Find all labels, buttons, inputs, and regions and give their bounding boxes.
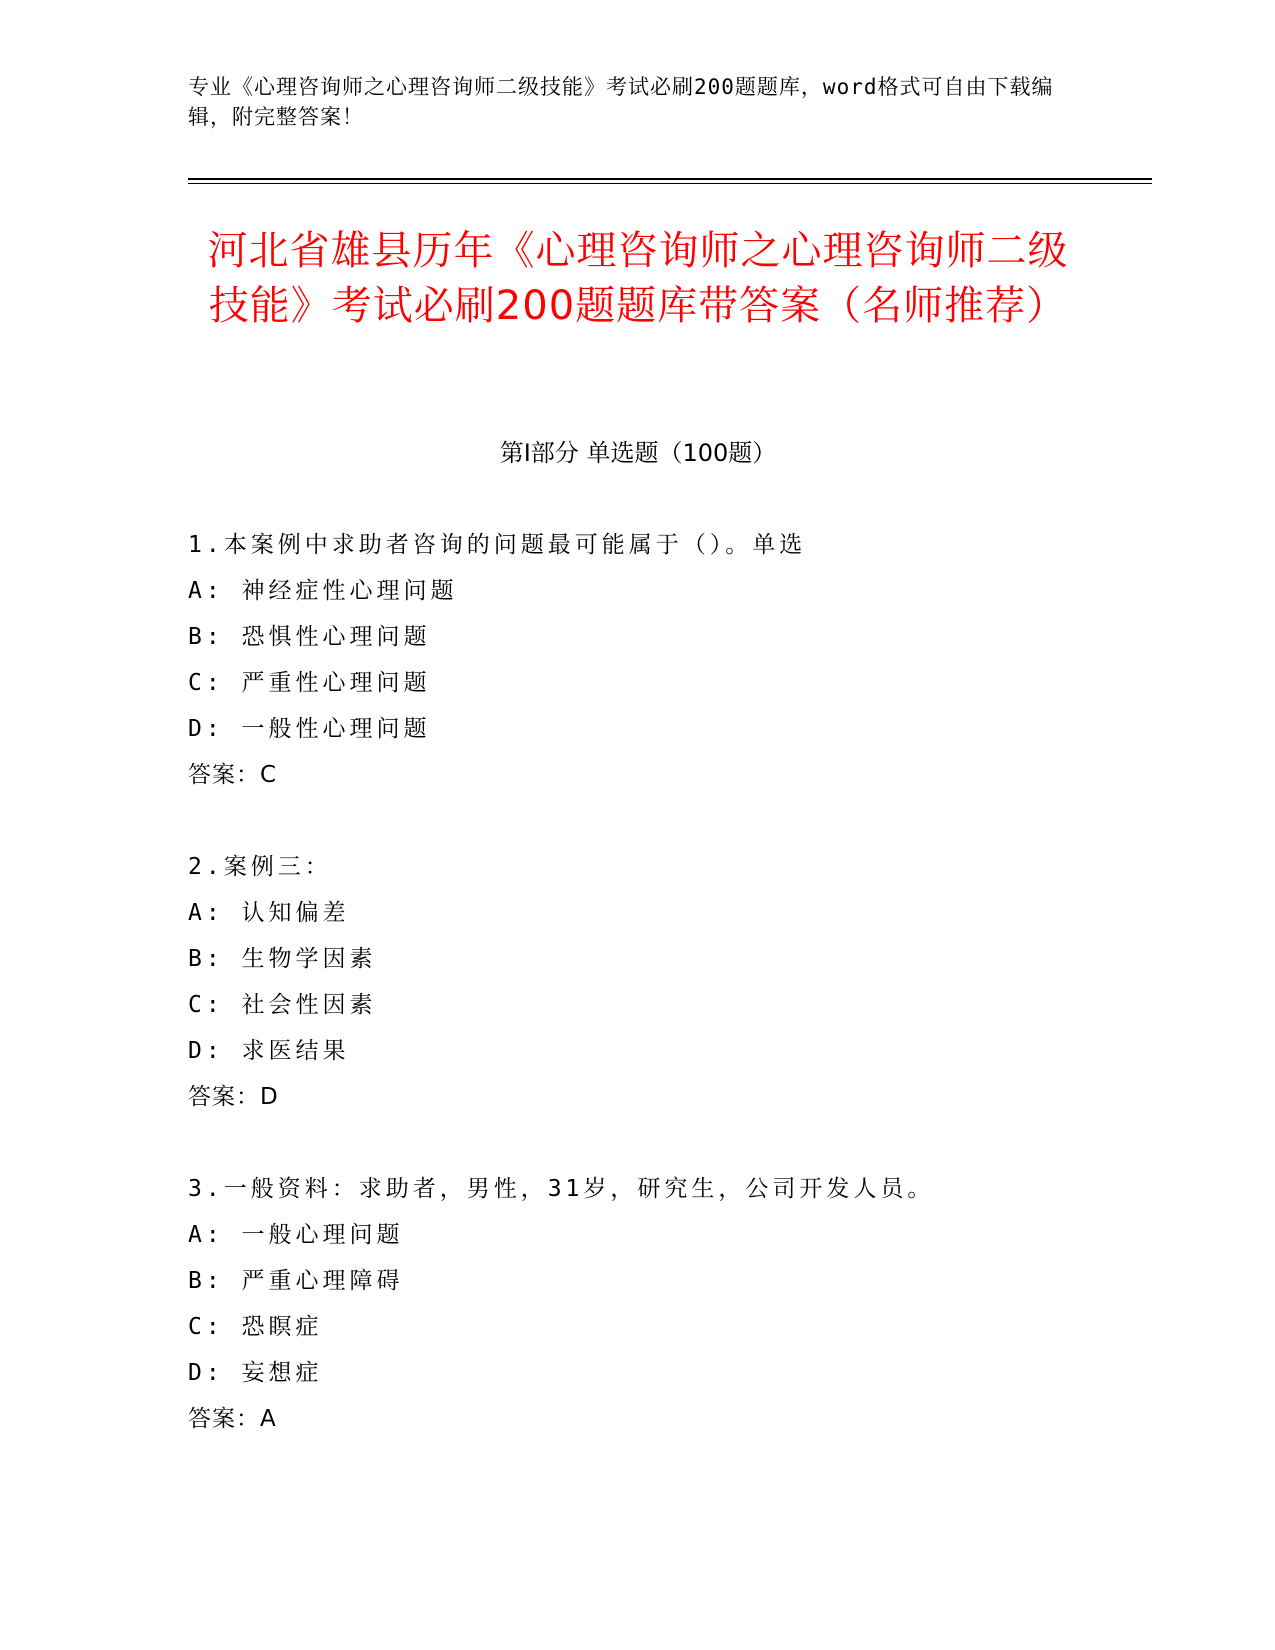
question-list: [188, 530, 1088, 1496]
document-title: 河北省雄县历年《心理咨询师之心理咨询师二级技能》考试必刷200题题库带答案（名师推荐）: [207, 228, 1069, 329]
option-d: D: 求医结果: [188, 1038, 350, 1064]
header-note: 专业《心理咨询师之心理咨询师二级技能》考试必刷200题题库，word格式可自由下载编辑，附完整答案！: [188, 75, 1054, 129]
section-title: 第I部分 单选题（100题）: [499, 439, 777, 467]
option-c: C: 严重性心理问题: [188, 670, 431, 696]
option-a: A: 认知偏差: [188, 900, 350, 926]
option-d: D: 妄想症: [188, 1360, 323, 1386]
option-a: A: 神经症性心理问题: [188, 578, 458, 604]
answer-line: 答案：C: [188, 762, 278, 788]
option-c: C: 恐瞑症: [188, 1314, 323, 1340]
option-c: C: 社会性因素: [188, 992, 377, 1018]
header-divider-thin: [188, 183, 1152, 184]
option-b: B: 恐惧性心理问题: [188, 624, 431, 650]
answer-line: 答案：A: [188, 1406, 277, 1432]
question-stem: 3.一般资料：求助者，男性，31岁，研究生，公司开发人员。: [188, 1176, 935, 1202]
question-stem: 2.案例三：: [188, 854, 332, 880]
question-item: [188, 1174, 1088, 1450]
header-divider: [188, 178, 1152, 180]
answer-line: 答案：D: [188, 1084, 279, 1110]
option-a: A: 一般心理问题: [188, 1222, 404, 1248]
option-b: B: 严重心理障碍: [188, 1268, 404, 1294]
question-item: [188, 530, 1088, 806]
question-stem: 1.本案例中求助者咨询的问题最可能属于（）。单选: [188, 532, 807, 558]
question-item: [188, 852, 1088, 1128]
option-d: D: 一般性心理问题: [188, 716, 431, 742]
option-b: B: 生物学因素: [188, 946, 377, 972]
